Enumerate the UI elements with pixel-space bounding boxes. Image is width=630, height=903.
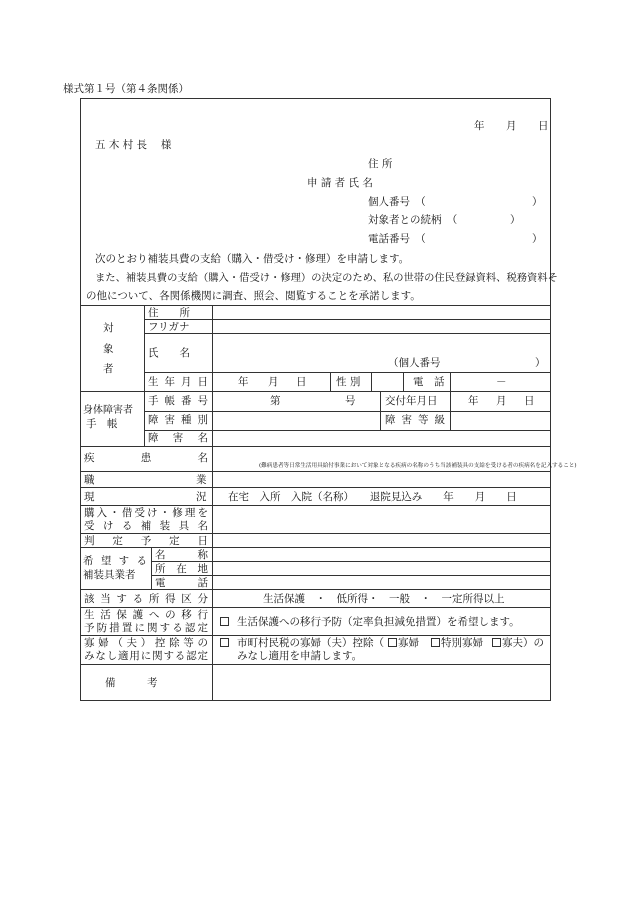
issue-year-label: 年 [468, 395, 479, 407]
applicant-individual-number: 個人番号 （ [368, 196, 426, 208]
certificate-label-1: 身体障害者 [83, 405, 133, 416]
subject-address-label: 住 所 [148, 307, 190, 319]
disease-note: (難病患者等日常生活用具給付事業において対象となる疾病の名称のうち当該補装具の支給を受ける者の疾病名を記入すること) [259, 463, 577, 469]
applicant-relationship: 対象者との続柄 （ [368, 214, 458, 226]
subject-name-label: 氏 名 [148, 347, 190, 359]
widow-option-2: 特別寡婦 [441, 637, 483, 649]
subject-birthdate-label: 生年月日 [148, 376, 208, 388]
widow-text-2: みなし適用を申請します。 [237, 650, 363, 662]
device-label-1: 購入・借受け・修理を [84, 507, 208, 519]
certificate-number-label: 手帳番号 [148, 395, 208, 407]
body-text-line2: また、補装具費の支給（購入・借受け・修理）の決定のため、私の世帯の住民登録資料、税務資料そ [95, 272, 558, 284]
widow-checkbox[interactable] [220, 638, 229, 647]
welfare-label-2: 予防措置に関する認定 [84, 622, 208, 634]
subject-furigana-label: フリガナ [148, 321, 190, 333]
widow-label-2: みなし適用に関する認定 [84, 650, 208, 662]
certificate-dai-label: 第 [270, 395, 281, 407]
widow-label-1: 寡婦（夫）控除等の [84, 637, 208, 649]
applicant-phone: 電話番号 （ [368, 233, 426, 245]
subject-sex-label: 性 別 [336, 376, 361, 388]
birth-month-label: 月 [268, 376, 279, 388]
date-day-label: 日 [538, 120, 549, 132]
welfare-label-1: 生活保護への移行 [84, 609, 208, 621]
issue-month-label: 月 [496, 395, 507, 407]
addressee: 五 木 村 長 様 [95, 139, 172, 151]
birth-day-label: 日 [296, 376, 307, 388]
remarks-label: 備 考 [105, 677, 158, 689]
applicant-phone-close: ） [532, 233, 543, 245]
widow-option-1-checkbox[interactable] [388, 638, 397, 647]
subject-phone-label: 電 話 [413, 376, 445, 388]
certificate-issue-date-label: 交付年月日 [385, 395, 438, 407]
issue-day-label: 日 [524, 395, 535, 407]
widow-option-3: 寡夫）の [502, 637, 544, 649]
welfare-checkbox[interactable] [220, 617, 229, 626]
body-text-line1: 次のとおり補装具費の支給（購入・借受け・修理）を申請します。 [95, 253, 410, 265]
certificate-go-label: 号 [345, 395, 356, 407]
applicant-name-label: 申 請 者 氏 名 [307, 177, 373, 189]
widow-option-1: 寡婦 [398, 637, 419, 649]
date-year-label: 年 [474, 120, 485, 132]
vendor-phone-label: 電 話 [155, 577, 208, 589]
subject-individual-number-close: ） [535, 357, 546, 369]
applicant-address-label: 住 所 [368, 158, 393, 170]
applicant-relationship-close: ） [510, 214, 521, 226]
status-label-left: 現 [84, 491, 95, 503]
subject-label-3: 者 [103, 363, 114, 375]
applicant-individual-number-close: ） [532, 196, 543, 208]
occupation-label-right: 業 [196, 474, 207, 486]
vendor-location-label: 所在地 [155, 563, 208, 575]
device-label-2: 受ける補装具名 [84, 520, 208, 532]
subject-label-2: 象 [103, 343, 114, 355]
vendor-label-2: 補装具業者 [83, 569, 136, 581]
disability-grade-label: 障害等級 [385, 414, 445, 426]
vendor-name-label: 名 称 [155, 549, 208, 561]
widow-option-2-checkbox[interactable] [431, 638, 440, 647]
certificate-label-2: 手 帳 [86, 418, 118, 430]
vendor-label-1: 希望する [83, 555, 147, 567]
welfare-text: 生活保護への移行予防（定率負担減免措置）を希望します。 [237, 616, 520, 628]
income-options: 生活保護 ・ 低所得・ 一般 ・ 一定所得以上 [263, 593, 505, 605]
scheduled-date-label: 判定予定日 [84, 535, 208, 547]
body-text-line3: の他について、各関係機関に調査、照会、閲覧することを承諾します。 [86, 290, 421, 302]
form-number: 様式第１号（第４条関係） [63, 83, 189, 95]
subject-individual-number: （個人番号 [388, 357, 441, 369]
widow-option-3-checkbox[interactable] [492, 638, 501, 647]
disease-label: 疾 患 名 [84, 452, 208, 464]
date-month-label: 月 [506, 120, 517, 132]
subject-label-1: 対 [103, 322, 114, 334]
status-content: 在宅 入所 入院（名称） 退院見込み 年 月 日 [228, 491, 517, 503]
occupation-label-left: 職 [84, 474, 95, 486]
disability-name-label: 障害名 [148, 432, 208, 444]
widow-text-1: 市町村民税の寡婦（夫）控除（ [237, 637, 384, 649]
disability-type-label: 障害種別 [148, 414, 208, 426]
birth-year-label: 年 [238, 376, 249, 388]
status-label-right: 況 [196, 491, 207, 503]
subject-phone-dash: － [496, 376, 507, 388]
income-class-label: 該当する所得区分 [84, 593, 208, 605]
